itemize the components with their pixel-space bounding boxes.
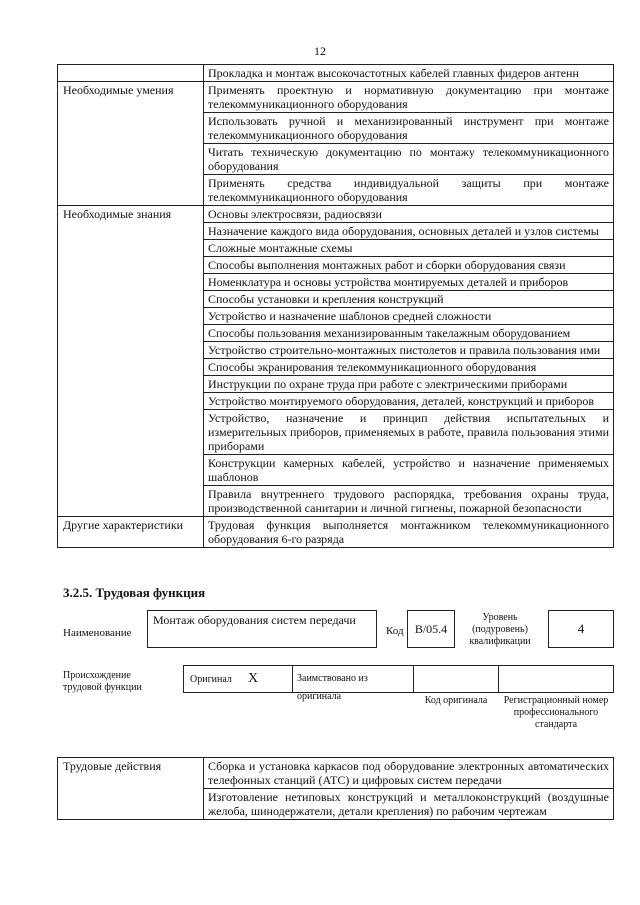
knowledge-item: Устройство и назначение шаблонов средней сложности: [204, 308, 614, 325]
knowledge-item: Инструкции по охране труда при работе с электрическими приборами: [204, 376, 614, 393]
original-mark: X: [248, 671, 259, 686]
code-original-cell: [413, 665, 499, 693]
skill-item: Читать техническую документацию по монтажу телекоммуникационного оборудования: [204, 144, 614, 175]
borrowed-label: Заимствовано из оригинала: [297, 673, 368, 702]
continuation-cell: Прокладка и монтаж высокочастотных кабелей главных фидеров антенн: [204, 65, 614, 82]
function-code-value: B/05.4: [407, 610, 455, 648]
knowledge-item: Назначение каждого вида оборудования, основных деталей и узлов системы: [204, 223, 614, 240]
knowledge-item: Устройство монтируемого оборудования, деталей, конструкций и приборов: [204, 393, 614, 410]
labor-action-item: Сборка и установка каркасов под оборудование электронных автоматических телефонных станций (АТС) и цифровых систем передачи: [204, 758, 614, 789]
table-row: [58, 206, 614, 223]
code-label: Код: [386, 625, 404, 637]
reg-number-caption: Регистрационный номер профессионального стандарта: [503, 695, 609, 730]
labor-actions-table: [57, 757, 614, 820]
skill-item: Использовать ручной и механизированный инструмент при монтаже телекоммуникационного оборудования: [204, 113, 614, 144]
knowledge-item: Устройство строительно-монтажных пистолетов и правила пользования ими: [204, 342, 614, 359]
knowledge-item: Способы экранирования телекоммуникационного оборудования: [204, 359, 614, 376]
table-row: [58, 65, 614, 82]
knowledge-label: Необходимые знания: [58, 206, 204, 517]
empty-label-cell: [58, 65, 204, 82]
knowledge-item: Способы пользования механизированным такелажным оборудованием: [204, 325, 614, 342]
knowledge-item: Способы выполнения монтажных работ и сборки оборудования связи: [204, 257, 614, 274]
borrowed-cell: [292, 665, 414, 702]
knowledge-item: Конструкции камерных кабелей, устройство и назначение применяемых шаблонов: [204, 455, 614, 486]
name-label: Наименование: [63, 627, 132, 639]
skills-label: Необходимые умения: [58, 82, 204, 206]
skill-item: Применять средства индивидуальной защиты при монтаже телекоммуникационного оборудования: [204, 175, 614, 206]
origin-label: Происхождение трудовой функции: [63, 670, 142, 693]
qualification-level-value: 4: [548, 610, 614, 648]
other-characteristics-item: Трудовая функция выполняется монтажником телекоммуникационного оборудования 6-го разряда: [204, 517, 614, 548]
level-label: Уровень (подуровень) квалификации: [469, 612, 531, 647]
other-characteristics-label: Другие характеристики: [58, 517, 204, 548]
table-row: [58, 517, 614, 548]
skill-item: Применять проектную и нормативную документацию при монтаже телекоммуникационного оборудования: [204, 82, 614, 113]
knowledge-item: Устройство, назначение и принцип действия испытательных и измерительных приборов, применяемых в работе, правила пользования этими приборами: [204, 410, 614, 455]
knowledge-item: Способы установки и крепления конструкций: [204, 291, 614, 308]
code-original-caption: Код оригинала: [424, 695, 488, 706]
section-heading: 3.2.5. Трудовая функция: [63, 585, 206, 600]
table-row: [58, 82, 614, 113]
knowledge-item: Правила внутреннего трудового распорядка, требования охраны труда, производственной санитарии и личной гигиены, пожарной безопасности: [204, 486, 614, 517]
knowledge-item: Номенклатура и основы устройства монтируемых деталей и приборов: [204, 274, 614, 291]
original-label: Оригинал: [190, 674, 232, 685]
skills-knowledge-table: [57, 64, 614, 548]
page-number: 12: [314, 44, 326, 58]
original-cell: [183, 665, 293, 693]
labor-action-item: Изготовление нетиповых конструкций и металлоконструкций (воздушные желоба, шинодержатели, детали крепления) по рабочим чертежам: [204, 789, 614, 820]
knowledge-item: Основы электросвязи, радиосвязи: [204, 206, 614, 223]
function-name-value: Монтаж оборудования систем передачи: [147, 610, 377, 648]
knowledge-item: Сложные монтажные схемы: [204, 240, 614, 257]
reg-number-cell: [498, 665, 614, 693]
table-row: [58, 758, 614, 789]
labor-actions-label: Трудовые действия: [58, 758, 204, 820]
